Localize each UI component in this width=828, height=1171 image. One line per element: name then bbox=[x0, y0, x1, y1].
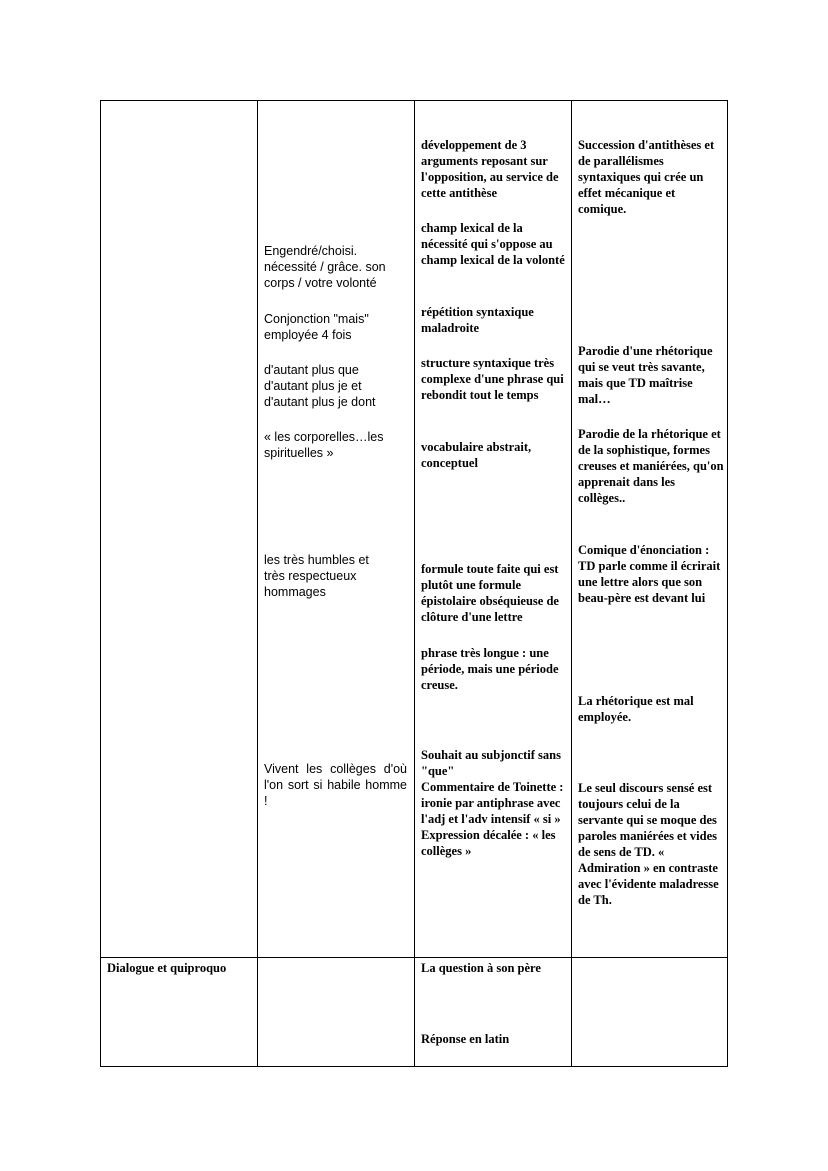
interpretation-comique-enonciation bbox=[578, 542, 724, 606]
procedure-reponse-text: Réponse en latin bbox=[421, 1032, 510, 1046]
table-border-right bbox=[727, 100, 728, 1067]
procedure-repetition-text: répétition syntaxique maladroite bbox=[421, 305, 534, 335]
table-col-divider-2 bbox=[414, 100, 415, 1067]
quote-dautant-text: d'autant plus que d'autant plus je et d'autant plus je dont bbox=[264, 363, 376, 409]
quote-corporelles bbox=[264, 429, 410, 461]
procedure-formule-text: formule toute faite qui est plutôt une formule épistolaire obséquieuse de clôture d'une lettre bbox=[421, 562, 559, 624]
interpretation-mal-employee bbox=[578, 693, 724, 725]
quote-conjonction-text: Conjonction "mais" employée 4 fois bbox=[264, 312, 369, 342]
interpretation-succession bbox=[578, 137, 724, 217]
quote-humbles-text: les très humbles et très respectueux hommages bbox=[264, 553, 369, 599]
quote-vivent-text: Vivent les collèges d'où l'on sort si habile homme ! bbox=[264, 762, 407, 808]
procedure-formule bbox=[421, 561, 567, 625]
procedure-question-text: La question à son père bbox=[421, 961, 541, 975]
procedure-repetition bbox=[421, 304, 567, 336]
procedure-phrase-text: phrase très longue : une période, mais une période creuse. bbox=[421, 646, 559, 692]
procedure-vocabulaire-text: vocabulaire abstrait, conceptuel bbox=[421, 440, 532, 470]
interpretation-discours-text: Le seul discours sensé est toujours celui de la servante qui se moque des paroles maniérées et vides de sens de TD. « Admiration » en contraste avec l'évidente maladresse de Th. bbox=[578, 781, 719, 907]
quote-corporelles-text: « les corporelles…les spirituelles » bbox=[264, 430, 384, 460]
procedure-souhait-text: Souhait au subjonctif sans "que" Commentaire de Toinette : ironie par antiphrase avec l'adj et l'adv intensif « si » Expression décalée : « les collèges » bbox=[421, 748, 564, 858]
procedure-vocabulaire bbox=[421, 439, 567, 471]
procedure-developpement bbox=[421, 137, 567, 201]
procedure-phrase-longue bbox=[421, 645, 567, 693]
interpretation-succession-text: Succession d'antithèses et de parallélismes syntaxiques qui crée un effet mécanique et comique. bbox=[578, 138, 715, 216]
procedure-structure-text: structure syntaxique très complexe d'une phrase qui rebondit tout le temps bbox=[421, 356, 564, 402]
procedure-reponse-latin bbox=[421, 1031, 567, 1047]
procedure-structure bbox=[421, 355, 567, 403]
procedure-champ-lexical bbox=[421, 220, 567, 268]
quote-dautant-plus bbox=[264, 362, 410, 410]
interpretation-parodie-rhetorique bbox=[578, 343, 724, 407]
table-col-divider-3 bbox=[571, 100, 572, 1067]
quote-engendre bbox=[264, 243, 410, 291]
quote-conjonction-mais bbox=[264, 311, 410, 343]
procedure-souhait bbox=[421, 747, 567, 859]
interpretation-parodie-text: Parodie d'une rhétorique qui se veut très savante, mais que TD maîtrise mal… bbox=[578, 344, 713, 406]
table-border-left bbox=[100, 100, 101, 1067]
interpretation-comique-text: Comique d'énonciation : TD parle comme il écrirait une lettre alors que son beau-père est devant lui bbox=[578, 543, 721, 605]
procedure-question bbox=[421, 960, 567, 976]
quote-engendre-text: Engendré/choisi. nécessité / grâce. son corps / votre volonté bbox=[264, 244, 386, 290]
section-heading-dialogue bbox=[107, 960, 253, 976]
interpretation-discours-sense bbox=[578, 780, 724, 908]
quote-vivent-colleges bbox=[264, 761, 407, 809]
interpretation-sophistique-text: Parodie de la rhétorique et de la sophistique, formes creuses et maniérées, qu'on apprenait dans les collèges.. bbox=[578, 427, 724, 505]
table-col-divider-1 bbox=[257, 100, 258, 1067]
quote-humbles bbox=[264, 552, 410, 600]
interpretation-mal-employee-text: La rhétorique est mal employée. bbox=[578, 694, 694, 724]
procedure-developpement-text: développement de 3 arguments reposant sur l'opposition, au service de cette antithèse bbox=[421, 138, 559, 200]
section-heading-text: Dialogue et quiproquo bbox=[107, 961, 227, 975]
procedure-champ-lexical-text: champ lexical de la nécessité qui s'oppose au champ lexical de la volonté bbox=[421, 221, 565, 267]
interpretation-parodie-sophistique bbox=[578, 426, 724, 506]
